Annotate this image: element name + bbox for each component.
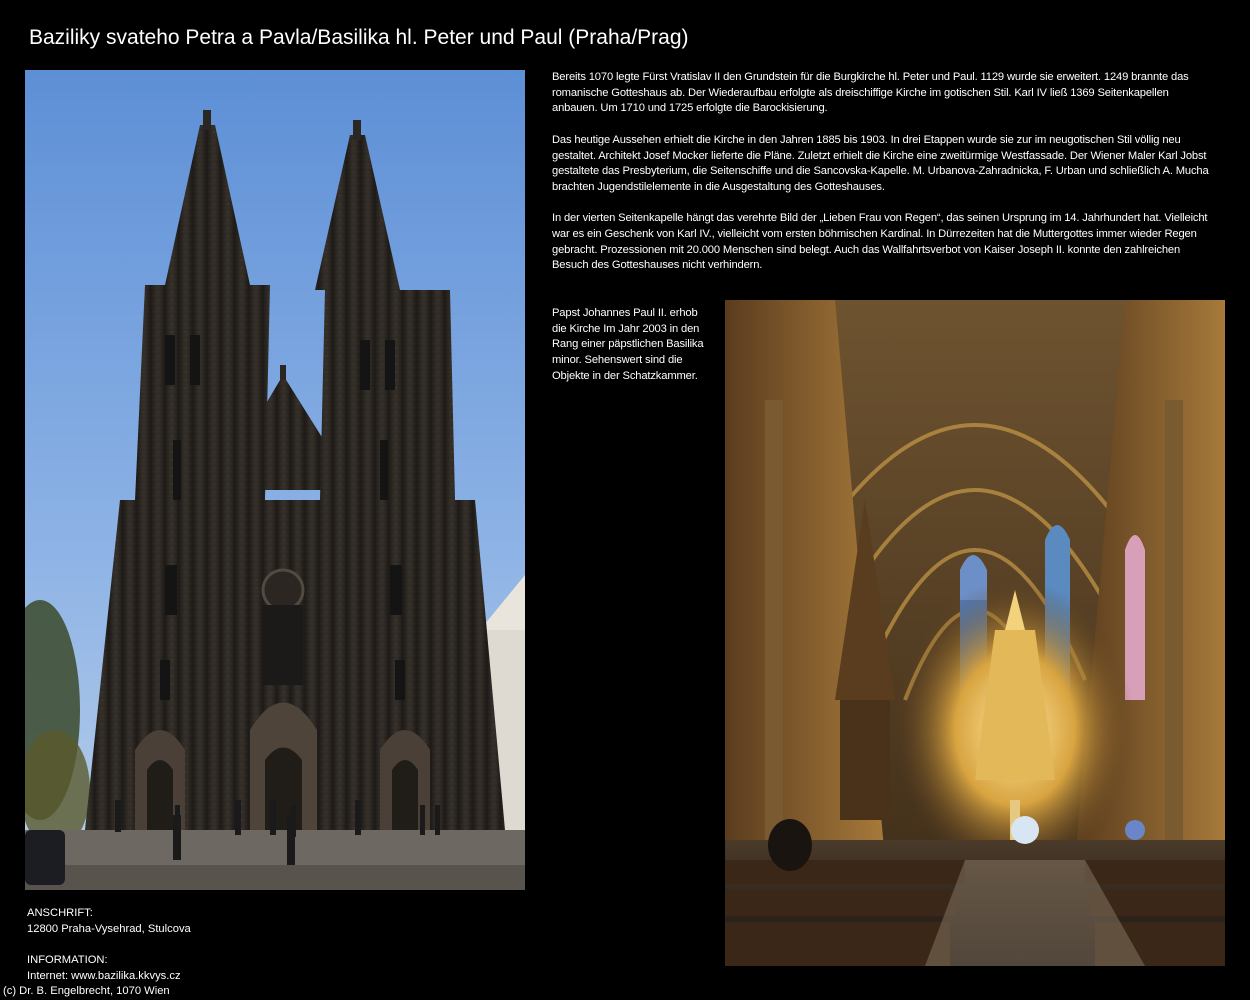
basilica-interior-photo <box>725 300 1225 966</box>
paragraph-papal-basilica: Papst Johannes Paul II. erhob die Kirche Im Jahr 2003 in den Rang einer päpstlichen Basilika minor. Sehenswert sind die Objekte in der Schatzkammer. <box>552 307 704 382</box>
paragraph-pilgrimage: In der vierten Seitenkapelle hängt das verehrte Bild der „Lieben Frau von Regen“, das seinen Ursprung im 14. Jahrhundert hat. Vielleicht war es ein Geschenk von Karl IV., vielleicht vom ersten böhmischen Kardinal. In Dürrezeiten hat die Muttergottes immer wieder Regen gebracht. Prozessionen mit 20.000 Menschen sind belegt. Auch das Wallfahrtsverbot von Kaiser Joseph II. konnte den zahlreichen Besuch des Gotteshauses nicht verhindern. <box>552 212 1208 272</box>
side-text <box>552 306 712 400</box>
information-value: Internet: www.bazilika.kkvys.cz <box>27 969 181 982</box>
address-block <box>27 906 191 985</box>
description-text <box>552 70 1212 290</box>
paragraph-history: Bereits 1070 legte Fürst Vratislav II den Grundstein für die Burgkirche hl. Peter und Paul. 1129 wurde sie erweitert. 1249 brannte das romanische Gotteshaus ab. Der Wiederaufbau erfolgte als dreischiffige Kirche im gotischen Stil. Karl IV ließ 1369 Seitenkapellen anbauen. Um 1710 und 1725 erfolgte die Barockisierung. <box>552 71 1189 115</box>
paragraph-neo-gothic: Das heutige Aussehen erhielt die Kirche in den Jahren 1885 bis 1903. In drei Etappen wurde sie zur im neugotischen Stil völlig neu gestaltet. Architekt Josef Mocker lieferte die Pläne. Zuletzt erhielt die Kirche eine zweitürmige Westfassade. Der Wiener Maler Karl Jobst gestaltete das Presbyterium, die Seitenschiffe und die Sancovska-Kapelle. M. Urbanova-Zahradnicka, F. Urban und schließlich A. Mucha brachten Jugendstilelemente in die Ausgestaltung des Gotteshauses. <box>552 133 1209 193</box>
page-title: Baziliky svateho Petra a Pavla/Basilika hl. Peter und Paul (Praha/Prag) <box>29 26 689 49</box>
address-label: ANSCHRIFT: <box>27 907 93 919</box>
basilica-exterior-photo <box>25 70 525 890</box>
information-label: INFORMATION: <box>27 954 108 967</box>
address-value: 12800 Praha-Vysehrad, Stulcova <box>27 922 191 935</box>
copyright: (c) Dr. B. Engelbrecht, 1070 Wien <box>3 985 170 997</box>
